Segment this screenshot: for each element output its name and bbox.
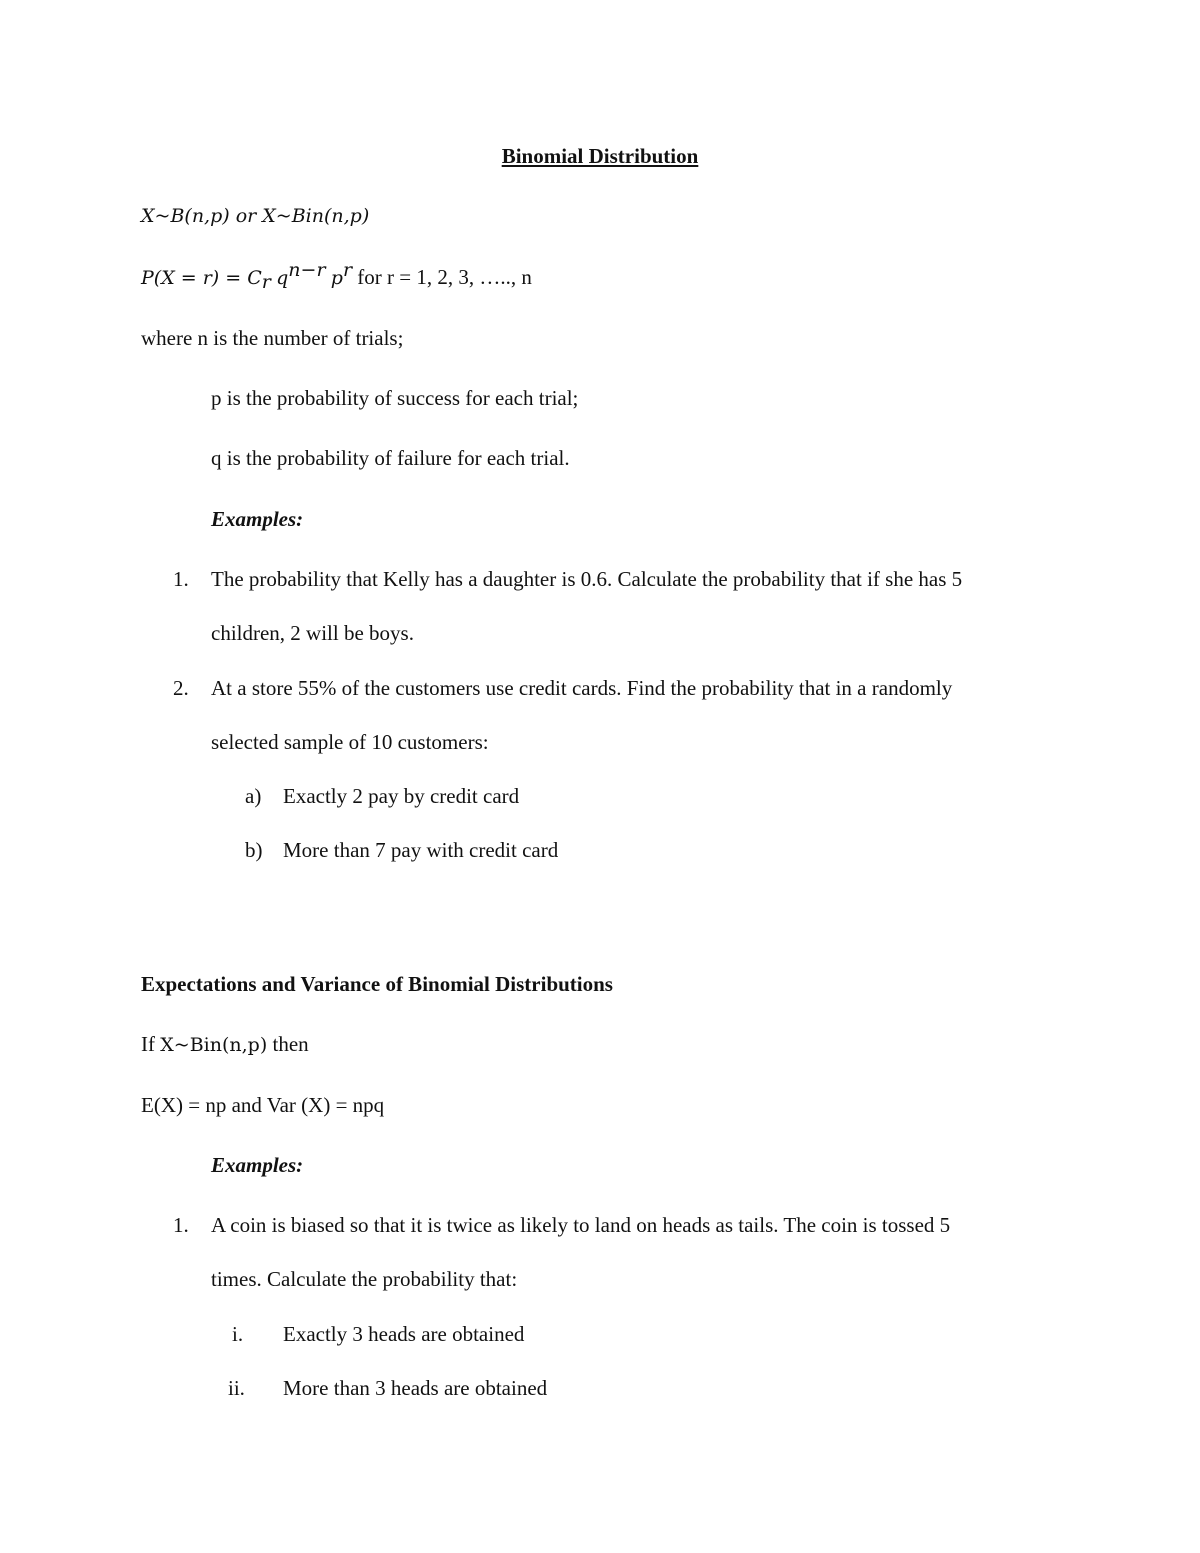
section-heading: Expectations and Variance of Binomial Distributions	[141, 972, 613, 996]
formula-p-sup: r	[342, 259, 353, 281]
example-2-line-1: At a store 55% of the customers use credit cards. Find the probability that in a randomly	[211, 676, 953, 700]
formula-range: for r = 1, 2, 3, ….., n	[352, 265, 532, 289]
example-2-number: 2.	[173, 676, 189, 700]
examples-label-2: Examples:	[211, 1153, 304, 1177]
definition-q: q is the probability of failure for each trial.	[211, 446, 570, 470]
formula-c-sub: r	[261, 271, 271, 293]
subitem-ii-label: ii.	[228, 1376, 245, 1400]
binomial-formula	[141, 259, 532, 293]
definition-p: p is the probability of success for each trial;	[211, 386, 579, 410]
example-coin-line-2: times. Calculate the probability that:	[211, 1267, 518, 1291]
examples-label: Examples:	[211, 507, 304, 531]
condition-math: X~Bin(n,p)	[160, 1034, 268, 1056]
expectation-formula: E(X) = np and Var (X) = npq	[141, 1093, 385, 1117]
subitem-i-label: i.	[232, 1322, 244, 1346]
example-1-line-2: children, 2 will be boys.	[211, 621, 414, 645]
page-title-text: Binomial Distribution	[501, 144, 699, 168]
subitem-i-text: Exactly 3 heads are obtained	[283, 1322, 525, 1346]
formula-p: p	[330, 267, 343, 289]
expectation-condition	[141, 1034, 309, 1055]
formula-q-sup: n−r	[288, 259, 326, 281]
example-coin-number: 1.	[173, 1213, 189, 1237]
subitem-a-label: a)	[245, 784, 262, 808]
example-1-number: 1.	[173, 567, 189, 591]
example-1-line-1: The probability that Kelly has a daughter is 0.6. Calculate the probability that if she has 5	[211, 567, 963, 591]
definition-n: where n is the number of trials;	[141, 326, 404, 350]
formula-lhs: P(X = r) =	[141, 267, 248, 289]
subitem-a-text: Exactly 2 pay by credit card	[283, 784, 520, 808]
example-2-line-2: selected sample of 10 customers:	[211, 730, 489, 754]
binomial-notation: X~B(n,p) or X~Bin(n,p)	[141, 205, 370, 227]
formula-q: q	[276, 267, 289, 289]
formula-c: C	[247, 267, 262, 289]
condition-suffix: then	[267, 1032, 309, 1056]
page-title	[0, 146, 1200, 167]
example-coin-line-1: A coin is biased so that it is twice as likely to land on heads as tails. The coin is tossed 5	[211, 1213, 951, 1237]
subitem-b-label: b)	[245, 838, 263, 862]
subitem-b-text: More than 7 pay with credit card	[283, 838, 559, 862]
condition-prefix: If	[141, 1032, 161, 1056]
subitem-ii-text: More than 3 heads are obtained	[283, 1376, 548, 1400]
